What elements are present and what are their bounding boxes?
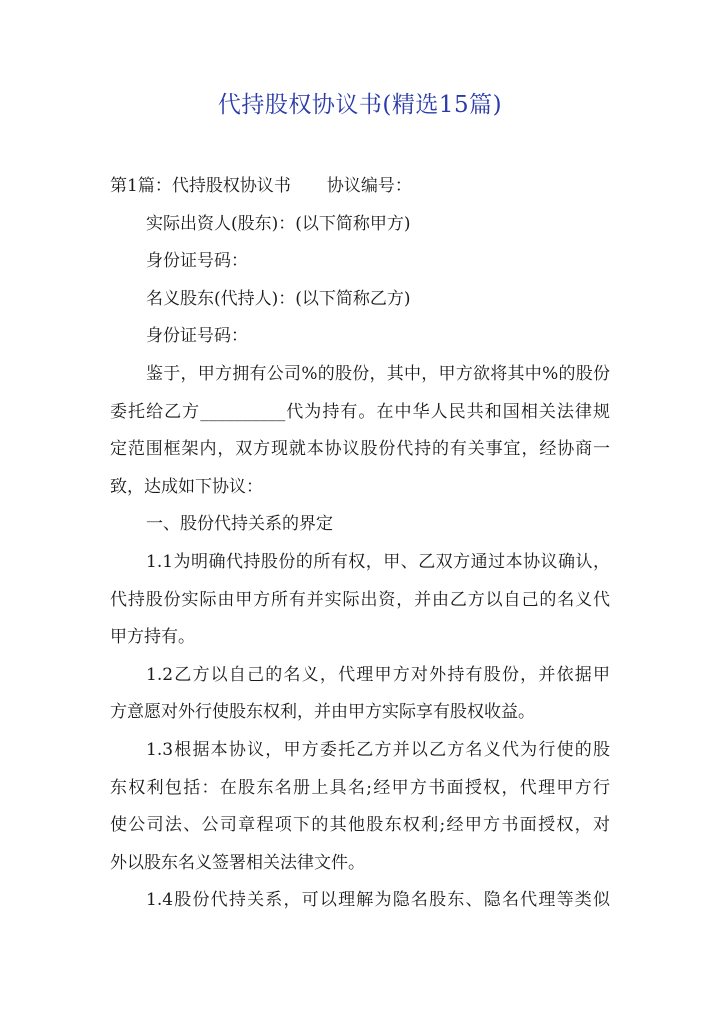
agreement-number-label: 协议编号：	[326, 176, 412, 196]
paragraph-line: 1.1为明确代持股份的所有权，甲、乙双方通过本协议确认，	[146, 551, 610, 572]
paragraph-line: 致，达成如下协议：	[110, 476, 263, 497]
paragraph-line: 身份证号码：	[146, 326, 248, 347]
paragraph-line: 1.3根据本协议，甲方委托乙方并以乙方名义代为行使的股	[146, 739, 610, 760]
paragraph-line: 甲方持有。	[110, 627, 195, 648]
paragraph-line: 实际出资人(股东)：(以下简称甲方)	[146, 213, 411, 234]
paragraph-line: 定范围框架内，双方现就本协议股份代持的有关事宜，经协商一	[110, 439, 610, 460]
paragraph-line: 外以股东名义签署相关法律文件。	[110, 852, 365, 873]
paragraph-line: 鉴于，甲方拥有公司%的股份，其中，甲方欲将其中%的股份	[146, 363, 610, 384]
paragraph-line: 1.4股份代持关系，可以理解为隐名股东、隐名代理等类似	[146, 890, 610, 911]
article-heading	[110, 168, 610, 206]
paragraph-line: 委托给乙方__________代为持有。在中华人民共和国相关法律规	[110, 401, 610, 422]
article-title: 第1篇：代持股权协议书	[110, 176, 291, 196]
section-heading: 一、股份代持关系的界定	[146, 514, 333, 535]
paragraph-line: 名义股东(代持人)：(以下简称乙方)	[146, 288, 411, 309]
paragraph-line: 使公司法、公司章程项下的其他股东权利;经甲方书面授权，对	[110, 815, 610, 836]
document-title: 代持股权协议书(精选15篇)	[217, 92, 503, 118]
paragraph-line: 代持股份实际由甲方所有并实际出资，并由乙方以自己的名义代	[110, 589, 610, 610]
document-body	[110, 168, 610, 920]
paragraph-line: 方意愿对外行使股东权利，并由甲方实际享有股权收益。	[110, 702, 535, 723]
paragraph-line: 东权利包括：在股东名册上具名;经甲方书面授权，代理甲方行	[110, 777, 610, 798]
paragraph-line: 1.2乙方以自己的名义，代理甲方对外持有股份，并依据甲	[146, 664, 610, 685]
paragraph-line: 身份证号码：	[146, 251, 248, 272]
